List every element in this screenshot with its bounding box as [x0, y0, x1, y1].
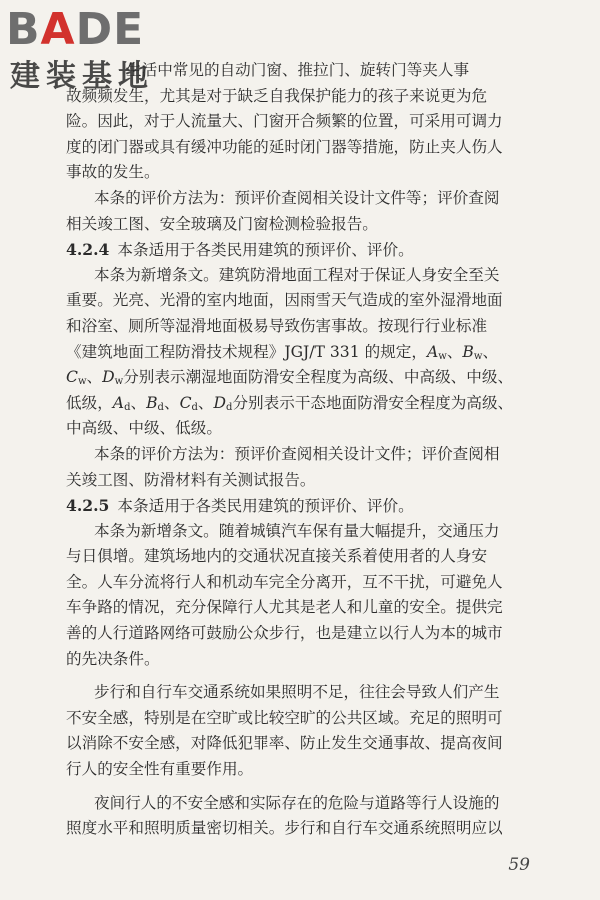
text-line: 生活中常见的自动门窗、推拉门、旋转门等夹人事 — [126, 61, 470, 79]
text-line: 中高级、中级、低级。 — [66, 419, 222, 438]
text-line: 全。人车分流将行人和机动车完全分离开，互不干扰，可避免人 — [66, 572, 503, 591]
page-number: 59 — [508, 855, 530, 875]
text-line: 险。因此，对于人流量大、门窗开合频繁的位置，可采用可调力 — [66, 112, 503, 131]
logo-subtitle: 建装基地 — [10, 59, 154, 94]
text-line: 行人的安全性有重要作用。 — [66, 760, 254, 779]
text-line: 步行和自行车交通系统如果照明不足，往往会导致人们产生 — [94, 683, 500, 702]
section-heading-4-2-5 — [66, 493, 542, 519]
text-line: 夜间行人的不安全感和实际存在的危险与道路等行人设施的 — [94, 793, 500, 812]
section-number: 4.2.4 — [66, 240, 110, 260]
section-title: 本条适用于各类民用建筑的预评价、评价。 — [117, 241, 414, 260]
text-line: 事故的发生。 — [66, 163, 160, 182]
logo-wordmark: BADE — [6, 4, 145, 55]
text-line: 相关竣工图、安全玻璃及门窗检测检验报告。 — [66, 214, 378, 233]
text-line: 善的人行道路网络可鼓励公众步行，也是建立以行人为本的城市 — [66, 624, 503, 643]
text-line: 《建筑地面工程防滑技术规程》JGJ/T 331 的规定，$A_w$、$B_w$、 — [66, 342, 499, 362]
text-line: 和浴室、厕所等湿滑地面极易导致伤害事故。按现行行业标准 — [66, 316, 488, 335]
text-line: 与日俱增。建筑场地内的交通状况直接关系着使用者的人身安 — [66, 547, 488, 566]
text-line: 照度水平和照明质量密切相关。步行和自行车交通系统照明应以 — [66, 819, 503, 838]
text-line: 关竣工图、防滑材料有关测试报告。 — [66, 470, 316, 489]
text-line: 本条的评价方法为：预评价查阅相关设计文件等；评价查阅 — [94, 188, 500, 207]
section-heading-4-2-4 — [66, 237, 542, 263]
body-text — [66, 58, 542, 842]
text-line: 本条为新增条文。随着城镇汽车保有量大幅提升，交通压力 — [94, 521, 500, 540]
section-title: 本条适用于各类民用建筑的预评价、评价。 — [117, 497, 414, 516]
text-line: 的先决条件。 — [66, 649, 160, 668]
paragraph-gap — [66, 783, 542, 791]
text-line: 重要。光亮、光滑的室内地面，因雨雪天气造成的室外湿滑地面 — [66, 291, 503, 310]
text-line: 本条为新增条文。建筑防滑地面工程对于保证人身安全至关 — [94, 265, 500, 284]
text-line: 不安全感，特别是在空旷或比较空旷的公共区域。充足的照明可 — [66, 708, 503, 727]
text-line: 低级，$A_d$、$B_d$、$C_d$、$D_d$分别表示干态地面防滑安全程度为高级、 — [66, 393, 514, 413]
text-line: 以消除不安全感，对降低犯罪率、防止发生交通事故、提高夜间 — [66, 734, 503, 753]
text-line: 度的闭门器或具有缓冲功能的延时闭门器等措施，防止夹人伤人 — [66, 137, 503, 156]
paragraph-gap — [66, 672, 542, 680]
section-number: 4.2.5 — [66, 496, 110, 516]
text-line: 本条的评价方法为：预评价查阅相关设计文件；评价查阅相 — [94, 444, 500, 463]
text-line: 车争路的情况，充分保障行人尤其是老人和儿童的安全。提供完 — [66, 598, 503, 617]
text-line: 故频频发生，尤其是对于缺乏自我保护能力的孩子来说更为危 — [66, 86, 488, 105]
text-line: $C_w$、$D_w$分别表示潮湿地面防滑安全程度为高级、中高级、中级、 — [66, 368, 514, 388]
